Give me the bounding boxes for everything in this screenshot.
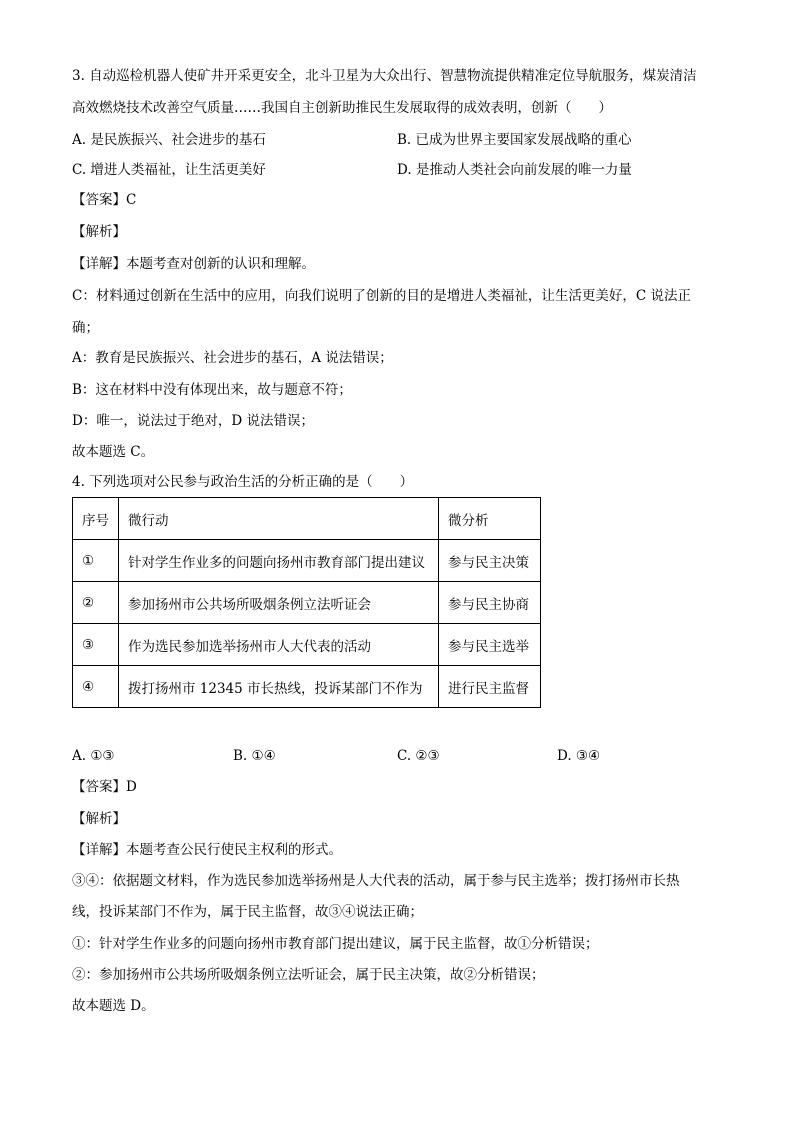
table-row [73,540,541,582]
answer-label: 【答案】 [72,779,126,795]
q4-analysis-line: ①：针对学生作业多的问题向扬州市教育部门提出建议，属于民主监督，故①分析错误； [72,936,599,952]
q3-analysis-line: A：教育是民族振兴、社会进步的基石，A 说法错误； [72,350,393,366]
q3-analysis-line: D：唯一，说法过于绝对，D 说法错误； [72,413,314,429]
answer-value: D [126,779,137,795]
q4-analysis-label: 【解析】 [72,811,126,827]
q4-answer [72,777,137,797]
table-cell: ② [73,582,119,624]
q3-analysis-label: 【解析】 [72,224,126,240]
detail-text: 本题考查对创新的认识和理解。 [126,256,315,272]
q3-stem-line-1: 3. 自动巡检机器人使矿井开采更安全，北斗卫星为大众出行、智慧物流提供精准定位导航服务，煤炭清洁 [72,68,697,84]
table-header-cell: 序号 [73,498,119,540]
q4-option-d: D. ③④ [557,748,601,764]
q3-option-b: B. 已成为世界主要国家发展战略的重心 [397,132,632,148]
q4-option-b: B. ①④ [233,748,276,764]
table-header-cell: 微分析 [439,498,541,540]
table-header-cell: 微行动 [119,498,439,540]
table-cell: 拨打扬州市 12345 市长热线，投诉某部门不作为 [119,666,439,708]
q3-analysis-line: 确； [72,320,99,336]
table-cell: 作为选民参加选举扬州市人大代表的活动 [119,624,439,666]
q4-analysis-line: ②：参加扬州市公共场所吸烟条例立法听证会，属于民主决策，故②分析错误； [72,967,545,983]
table-cell: 参加扬州市公共场所吸烟条例立法听证会 [119,582,439,624]
table-cell: 进行民主监督 [439,666,541,708]
detail-text: 本题考查公民行使民主权利的形式。 [126,842,342,858]
q4-analysis-line: 线，投诉某部门不作为，属于民主监督，故③④说法正确； [72,904,423,920]
q3-detail [72,254,315,274]
q3-analysis-line: C：材料通过创新在生活中的应用，向我们说明了创新的目的是增进人类福祉，让生活更美好，C 说法正 [72,288,691,304]
table-row [73,582,541,624]
table-row [73,666,541,708]
table-cell: 针对学生作业多的问题向扬州市教育部门提出建议 [119,540,439,582]
table-cell: ③ [73,624,119,666]
detail-label: 【详解】 [72,842,126,858]
table-cell: 参与民主选举 [439,624,541,666]
q4-option-c: C. ②③ [397,748,440,764]
detail-label: 【详解】 [72,256,126,272]
q4-option-a: A. ①③ [72,748,115,764]
q3-option-a: A. 是民族振兴、社会进步的基石 [72,132,266,148]
q3-option-c: C. 增进人类福祉，让生活更美好 [72,162,266,178]
table-cell: 参与民主决策 [439,540,541,582]
q4-table [72,497,541,708]
q3-answer [72,190,136,210]
q4-analysis-line: 故本题选 D。 [72,998,155,1014]
q4-analysis-line: ③④：依据题文材料，作为选民参加选举扬州是人大代表的活动，属于参与民主选举；拨打扬州市长热 [72,873,680,889]
answer-value: C [126,192,137,208]
table-cell: ④ [73,666,119,708]
table-header-row [73,498,541,540]
q3-analysis-line: B：这在材料中没有体现出来，故与题意不符； [72,382,352,398]
q3-stem-line-2: 高效燃烧技术改善空气质量……我国自主创新助推民生发展取得的成效表明，创新（ ） [72,100,612,116]
table-cell: ① [73,540,119,582]
q4-detail [72,840,342,860]
table-cell: 参与民主协商 [439,582,541,624]
q3-option-d: D. 是推动人类社会向前发展的唯一力量 [397,162,632,178]
answer-label: 【答案】 [72,192,126,208]
table-row [73,624,541,666]
q4-stem: 4. 下列选项对公民参与政治生活的分析正确的是（ ） [72,474,414,490]
q3-analysis-line: 故本题选 C。 [72,444,155,460]
